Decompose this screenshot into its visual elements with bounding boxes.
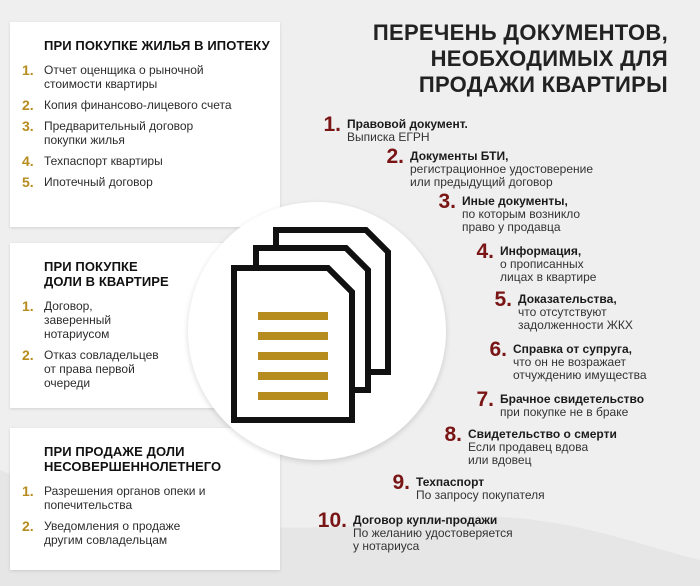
requirement-title: Брачное свидетельство [500,392,645,406]
card-title-line: ДОЛИ В КВАРТИРЕ [44,274,169,289]
item-number: 2. [22,518,34,534]
requirement-item [476,388,645,419]
item-text: Отчет оценщика о рыночной стоимости квартиры [44,63,204,91]
item-number: 1. [22,62,34,78]
item-number: 1. [22,483,34,499]
requirement-item [489,338,647,382]
requirement-desc: По желанию удостоверяется [353,526,513,540]
requirement-number: 10. [317,509,347,532]
item-number: 2. [22,347,34,363]
requirement-number: 1. [323,113,341,136]
requirement-desc: регистрационное удостоверение [410,162,594,176]
requirement-item [494,288,633,332]
requirement-desc: право у продавца [462,220,561,234]
requirement-title: Договор купли-продажи [353,513,498,527]
card-list [10,63,280,189]
item-text: Копия финансово-лицевого счета [44,98,232,112]
requirement-desc: Выписка ЕГРН [347,130,430,144]
requirement-item [476,240,597,284]
requirement-number: 4. [476,240,494,263]
documents-circle [188,202,446,460]
mortgage-card [10,22,280,227]
list-item [10,519,280,547]
requirement-title: Правовой документ. [347,117,468,131]
requirement-number: 9. [392,471,410,494]
item-text: Договор, заверенный нотариусом [44,299,112,341]
requirement-desc: при покупке не в браке [500,405,629,419]
item-number: 2. [22,97,34,113]
requirement-title: Техпаспорт [416,475,485,489]
item-number: 4. [22,153,34,169]
card-title-line: ПРИ ПОКУПКЕ [44,259,138,274]
requirement-number: 2. [386,145,404,168]
requirement-desc: что он не возражает [513,355,626,369]
requirement-desc: или предыдущий договор [410,175,553,189]
requirement-number: 5. [494,288,512,311]
requirement-title: Информация, [500,244,582,258]
item-text: Предварительный договор покупки жилья [44,119,194,147]
requirement-desc: По запросу покупателя [416,488,545,502]
documents-icon [188,202,446,460]
title-line-2: НЕОБХОДИМЫХ ДЛЯ [430,46,668,71]
item-text: Ипотечный договор [44,175,153,189]
item-number: 1. [22,298,34,314]
requirement-item [323,113,468,144]
requirement-number: 7. [476,388,494,411]
list-item [10,98,280,112]
list-item [10,175,280,189]
requirement-number: 3. [438,190,456,213]
requirement-title: Справка от супруга, [513,342,632,356]
item-number: 3. [22,118,34,134]
list-item [10,119,280,147]
requirement-desc: у нотариуса [353,539,420,553]
item-number: 5. [22,174,34,190]
requirement-item [317,509,513,553]
list-item [10,63,280,91]
item-text: Уведомления о продаже другим совладельцам [44,519,181,547]
card-title: ПРИ ПОКУПКЕ ЖИЛЬЯ В ИПОТЕКУ [44,38,270,53]
requirement-item [386,145,594,189]
card-title-line: ПРИ ПРОДАЖЕ ДОЛИ [44,444,185,459]
requirement-title: Доказательства, [518,292,617,306]
requirement-number: 6. [489,338,507,361]
requirement-desc: что отсутствуют [518,305,607,319]
card-list [10,484,280,547]
item-text: Техпаспорт квартиры [44,154,163,168]
list-item [10,484,280,512]
requirement-desc: лицах в квартире [500,270,597,284]
item-text: Отказ совладельцев от права первой очереди [44,348,159,390]
requirement-number: 8. [444,423,462,446]
requirement-title: Иные документы, [462,194,568,208]
requirement-item [438,190,581,234]
page-title [308,20,668,98]
requirement-title: Свидетельство о смерти [468,427,617,441]
requirement-desc: или вдовец [468,453,532,467]
requirement-item [444,423,617,467]
item-text: Разрешения органов опеки и попечительства [44,484,206,512]
requirement-desc: Если продавец вдова [468,440,589,454]
list-item [10,154,280,168]
requirement-item [392,471,545,502]
requirement-desc: о прописанных [500,257,584,271]
card-title-line: НЕСОВЕРШЕННОЛЕТНЕГО [44,459,222,474]
requirement-desc: по которым возникло [462,207,581,221]
title-line-1: ПЕРЕЧЕНЬ ДОКУМЕНТОВ, [372,20,668,45]
title-line-3: ПРОДАЖИ КВАРТИРЫ [418,72,668,97]
requirement-title: Документы БТИ, [410,149,509,163]
requirement-desc: отчуждению имущества [513,368,647,382]
requirement-desc: задолженности ЖКХ [518,318,633,332]
